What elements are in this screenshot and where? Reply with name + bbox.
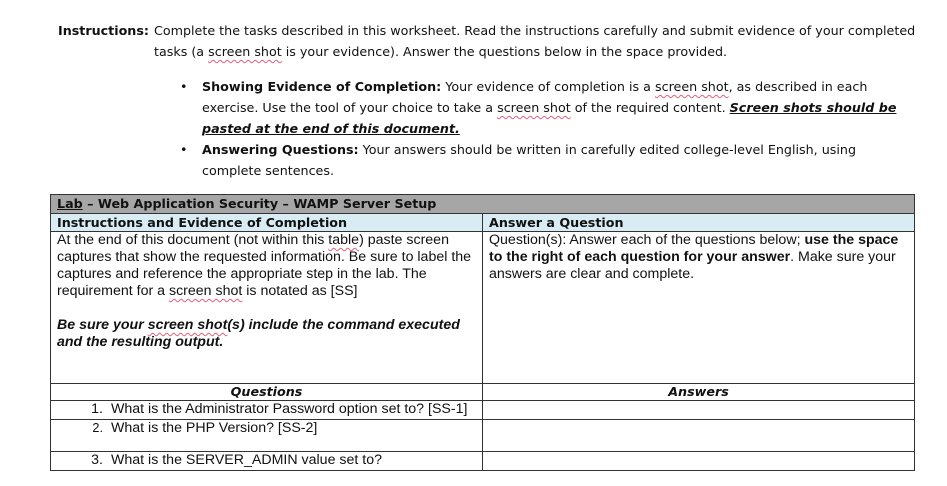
left-body-paragraph-1	[57, 232, 476, 300]
left-body-cell	[51, 232, 483, 384]
question-number: 1.	[91, 401, 103, 417]
left-body-p1a: At the end of this document (not within this	[57, 232, 329, 248]
lab-header-row	[51, 214, 915, 232]
bullet-evidence-ss1: screen shot	[654, 79, 729, 94]
question-number: 2.	[92, 421, 103, 435]
question-text: What is the Administrator Password option set to? [SS-1]	[111, 401, 468, 417]
question-cell	[51, 401, 483, 420]
answer-cell-1[interactable]	[483, 401, 915, 420]
lab-title-row	[51, 195, 915, 214]
instructions-label: Instructions:	[58, 23, 149, 38]
left-body-p2a: Be sure your	[57, 317, 148, 333]
bullet-evidence	[180, 76, 900, 139]
lab-body-row	[51, 232, 915, 384]
question-row-1	[51, 401, 915, 420]
bullet-evidence-heading: Showing Evidence of Completion:	[202, 79, 442, 94]
qa-header-row	[51, 384, 915, 401]
left-body-table-term: table	[328, 232, 360, 248]
bullet-dot: •	[180, 79, 188, 94]
left-body-p2-ss-term: screen shot	[147, 317, 228, 333]
question-row-2	[51, 420, 915, 452]
lab-title-prefix: Lab	[57, 196, 83, 211]
question-cell	[51, 420, 483, 452]
bullet-evidence-text3: of the required content.	[570, 100, 730, 115]
bullet-questions-text: Your answers should be written in carefully edited college-level English, using complete sentences.	[202, 142, 856, 178]
left-body-ss-term: screen shot	[168, 283, 243, 299]
col-left-header: Instructions and Evidence of Completion	[51, 214, 483, 232]
bullet-questions-heading: Answering Questions:	[202, 142, 359, 157]
lab-title-rest: – Web Application Security – WAMP Server Setup	[82, 196, 437, 211]
bullet-questions	[180, 139, 900, 181]
answers-header: Answers	[483, 384, 915, 401]
col-right-header: Answer a Question	[483, 214, 915, 232]
question-row-3	[51, 452, 915, 471]
bullet-evidence-text1: Your evidence of completion is a	[441, 79, 655, 94]
instructions-block	[58, 20, 928, 62]
left-body-p1c: is notated as [SS]	[242, 283, 358, 299]
lab-table	[50, 194, 915, 471]
right-body-a: Question(s): Answer each of the questions below;	[489, 232, 805, 248]
bullet-list	[180, 76, 900, 181]
right-body-b: . Make sure your answers are clear and complete.	[489, 249, 896, 282]
instructions-screen-shot-term: screen shot	[208, 44, 282, 59]
question-number: 3.	[91, 452, 103, 468]
lab-title	[51, 195, 915, 214]
bullet-dot: •	[180, 142, 188, 157]
question-text: What is the SERVER_ADMIN value set to?	[111, 452, 382, 468]
instructions-text	[154, 20, 928, 62]
left-body-paragraph-2	[57, 317, 476, 351]
right-body-paragraph	[489, 232, 908, 283]
answer-cell-3[interactable]	[483, 452, 915, 471]
question-cell	[51, 452, 483, 471]
bullet-evidence-ss2: screen shot	[497, 100, 571, 115]
bullet-evidence-emphasis: Screen shots should be pasted at the end of this document.	[202, 100, 897, 136]
left-body-p1b: ) paste screen captures that show the requested information. Be sure to label the captures and reference the appropriate step in the lab. The requirement for a	[57, 232, 472, 299]
left-body-p2b: (s) include the command executed and the resulting output.	[57, 317, 460, 350]
instructions-text-part1: Complete the tasks described in this worksheet. Read the instructions carefully and submit evidence of your completed tasks (a	[154, 23, 916, 59]
instructions-text-part2: is your evidence). Answer the questions below in the space provided.	[281, 44, 728, 59]
right-body-cell	[483, 232, 915, 384]
answer-cell-2[interactable]	[483, 420, 915, 452]
bullet-evidence-text2: , as described in each exercise. Use the tool of your choice to take a	[202, 79, 868, 115]
questions-header: Questions	[51, 384, 483, 401]
right-body-bold: use the space to the right of each question for your answer	[489, 232, 899, 265]
question-text: What is the PHP Version? [SS-2]	[111, 420, 318, 436]
